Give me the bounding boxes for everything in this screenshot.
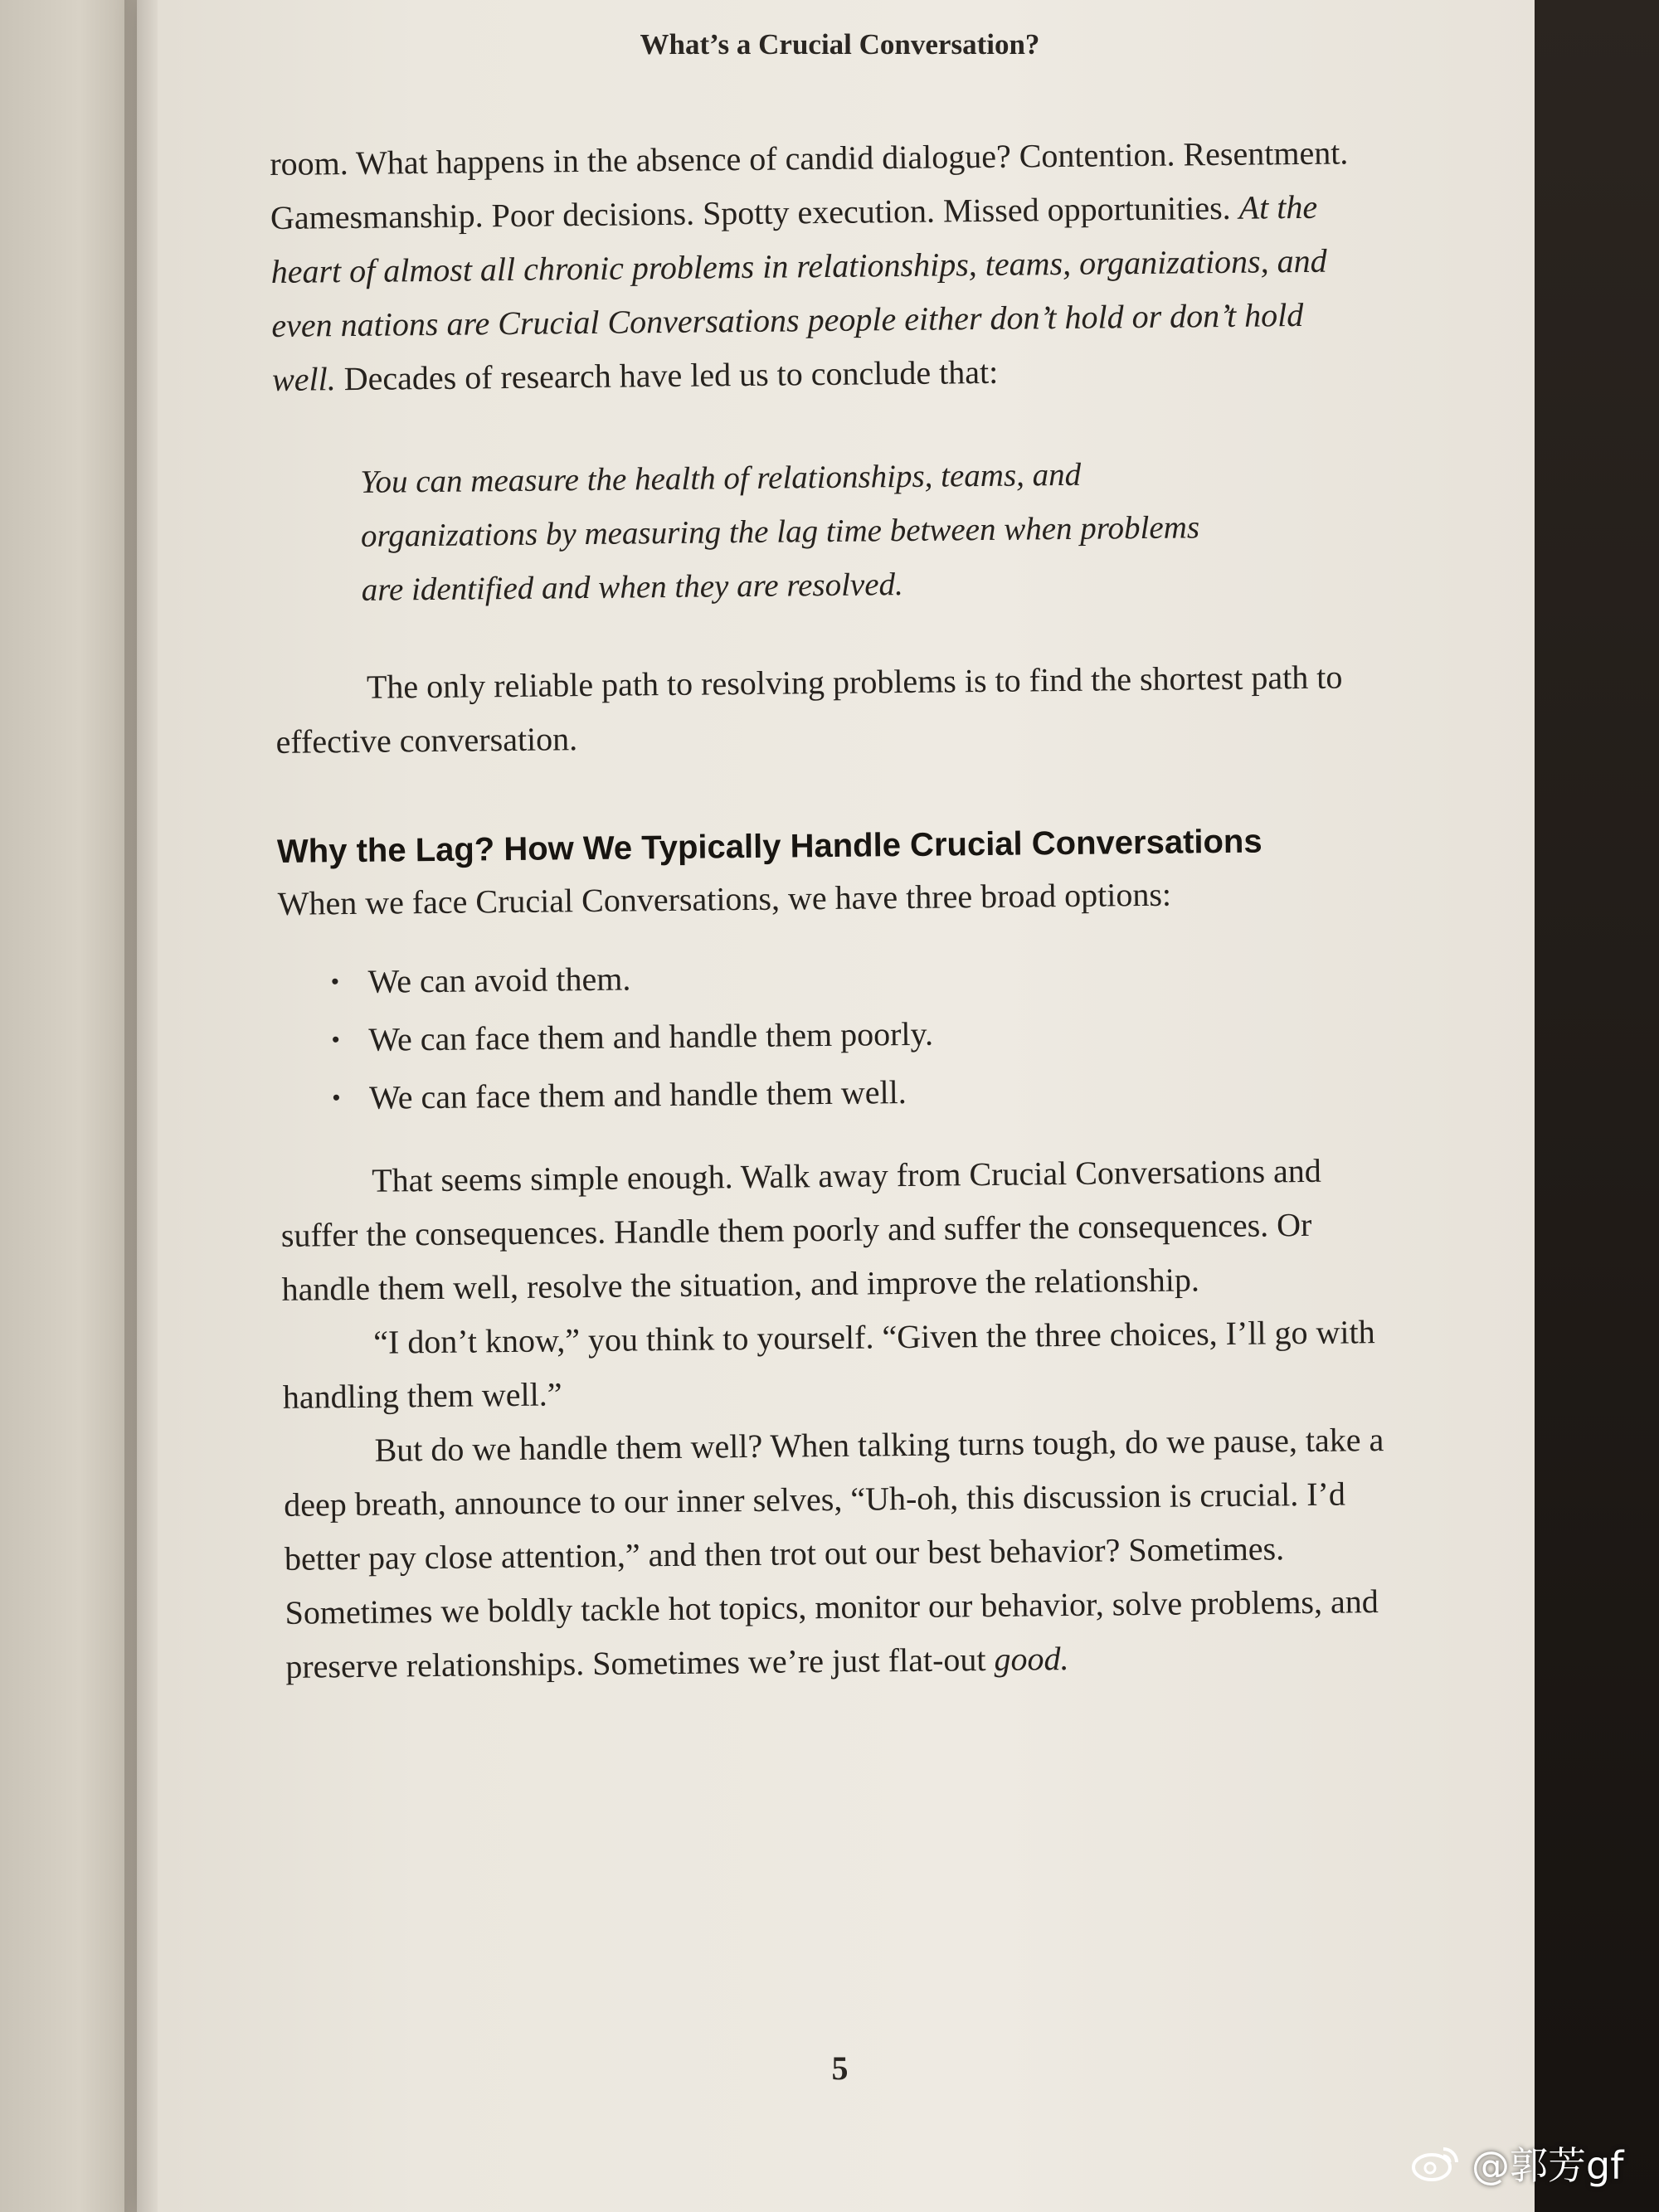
section-heading: Why the Lag? How We Typically Handle Crucial Conversations xyxy=(276,823,1262,870)
page-number: 5 xyxy=(831,2049,849,2087)
paragraph-1-text: room. What happens in the absence of candid dialogue? Contention. Resentment. Gamesmanship. Poor decisions. Spotty execution. Missed opportunities. xyxy=(270,134,1349,236)
options-list xyxy=(278,942,1383,1128)
weibo-watermark xyxy=(1410,2136,1623,2190)
bullet-item-avoid: • We can avoid them. xyxy=(367,942,1382,1011)
book-gutter-shadow xyxy=(124,0,158,2212)
paragraph-1-end: Decades of research have led us to conclude that: xyxy=(335,352,999,398)
options-intro: When we face Crucial Conversations, we have three broad options: xyxy=(277,875,1172,922)
page-body xyxy=(270,125,1389,1694)
paragraph-3: That seems simple enough. Walk away from Crucial Conversations and suffer the consequences. Handle them poorly and suffer the consequences. Or handle them well, resolve the situation, and improve the relationship. xyxy=(280,1151,1322,1308)
paragraph-4: “I don’t know,” you think to yourself. “Given the three choices, I’ll go with handling them well.” xyxy=(282,1313,1375,1416)
book-page xyxy=(137,0,1543,2212)
watermark-handle: @郭芳gf xyxy=(1472,2143,1624,2188)
dark-background xyxy=(1535,0,1659,2212)
paragraph-1 xyxy=(270,125,1375,406)
paragraph-5-text: But do we handle them well? When talking turns tough, do we pause, take a deep breath, announce to our inner selves, “Uh-oh, this discussion is crucial. I’d better pay close attention,” and then trot out our best behavior? Sometimes. Sometimes we boldly tackle hot topics, monitor our behavior, solve problems, and preserve relationships. Sometimes we’re just flat-out xyxy=(284,1421,1384,1685)
weibo-icon xyxy=(1410,2142,1462,2184)
bullet-item-handle-poorly: • We can face them and handle them poorly. xyxy=(368,1000,1383,1069)
bullet-item-handle-well: • We can face them and handle them well. xyxy=(369,1058,1384,1127)
paragraph-1-italic: At the heart of almost all chronic problems in relationships, teams, organizations, and even nations are Crucial Conversations people either don’t hold or don’t hold well. xyxy=(270,187,1327,398)
block-quote: You can measure the health of relationships, teams, and organizations by measuring the lag time between when problems are identified and when they are resolved. xyxy=(360,456,1200,608)
paragraph-5 xyxy=(283,1412,1389,1694)
left-page-edge xyxy=(0,0,145,2212)
running-header: What’s a Crucial Conversation? xyxy=(640,28,1040,61)
paragraph-2: The only reliable path to resolving problems is to find the shortest path to effective conversation. xyxy=(275,658,1343,761)
paragraph-5-italic: good. xyxy=(994,1640,1069,1678)
